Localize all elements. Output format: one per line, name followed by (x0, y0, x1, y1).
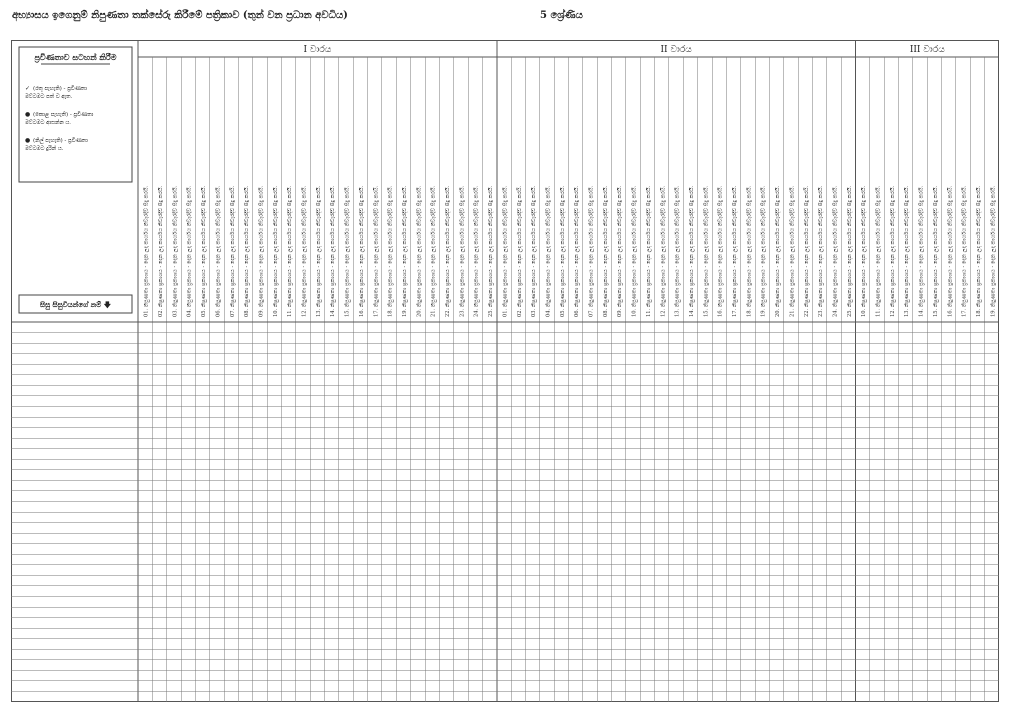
competency-statement: 17. නිපුණතා ප්‍රකාශය - දෙන ලද කාර්යය නිවැරදිව සිදු කරයි. (373, 185, 380, 317)
competency-statement: 18. නිපුණතා ප්‍රකාශය - දෙන ලද කාර්යය නිවැරදිව සිදු කරයි. (975, 185, 982, 317)
competency-statement: 08. නිපුණතා ප්‍රකාශය - දෙන ලද කාර්යය නිවැරදිව සිදු කරයි. (602, 185, 609, 317)
competency-statement: 07. නිපුණතා ප්‍රකාශය - දෙන ලද කාර්යය නිවැරදිව සිදු කරයි. (588, 185, 595, 317)
competency-statement: 14. නිපුණතා ප්‍රකාශය - දෙන ලද කාර්යය නිවැරදිව සිදු කරයි. (688, 185, 695, 317)
competency-statement: 23. නිපුණතා ප්‍රකාශය - දෙන ලද කාර්යය නිවැරදිව සිදු කරයි. (818, 185, 825, 317)
competency-statement: 05. නිපුණතා ප්‍රකාශය - දෙන ලද කාර්යය නිවැරදිව සිදු කරයි. (201, 185, 208, 317)
competency-statement: 10. නිපුණතා ප්‍රකාශය - දෙන ලද කාර්යය නිවැරදිව සිදු කරයි. (631, 185, 638, 317)
sheet-border (12, 41, 999, 702)
competency-statement: 16. නිපුණතා ප්‍රකාශය - දෙන ලද කාර්යය නිවැරදිව සිදු කරයි. (358, 185, 365, 317)
competency-statement: 15. නිපුණතා ප්‍රකාශය - දෙන ලද කාර්යය නිවැරදිව සිදු කරයි. (703, 185, 710, 317)
competency-statement: 12. නිපුණතා ප්‍රකාශය - දෙන ලද කාර්යය නිවැරදිව සිදු කරයි. (301, 185, 308, 317)
competency-statement: 23. නිපුණතා ප්‍රකාශය - දෙන ලද කාර්යය නිවැරදිව සිදු කරයි. (459, 185, 466, 317)
competency-statement: 13. නිපුණතා ප්‍රකාශය - දෙන ලද කාර්යය නිවැරදිව සිදු කරයි. (674, 185, 681, 317)
competency-statement: 20. නිපුණතා ප්‍රකාශය - දෙන ලද කාර්යය නිවැරදිව සිදු කරයි. (416, 185, 423, 317)
competency-statement: 22. නිපුණතා ප්‍රකාශය - දෙන ලද කාර්යය නිවැරදිව සිදු කරයි. (803, 185, 810, 317)
competency-statement: 06. නිපුණතා ප්‍රකාශය - දෙන ලද කාර්යය නිවැරදිව සිදු කරයි. (574, 185, 581, 317)
competency-statement: 19. නිපුණතා ප්‍රකාශය - දෙන ලද කාර්යය නිවැරදිව සිදු කරයි. (760, 185, 767, 317)
competency-statement: 11. නිපුණතා ප්‍රකාශය - දෙන ලද කාර්යය නිවැරදිව සිදු කරයි. (875, 185, 882, 317)
competency-statement: 02. නිපුණතා ප්‍රකාශය - දෙන ලද කාර්යය නිවැරදිව සිදු කරයි. (158, 185, 165, 317)
competency-statement: 09. නිපුණතා ප්‍රකාශය - දෙන ලද කාර්යය නිවැරදිව සිදු කරයි. (258, 185, 265, 317)
sheet-title: අභ්‍යාසය ඉගෙනුම් නිපුණතා තක්සේරු කිරීමේ පත්‍රිකාව (තුන් වන ප්‍රධාන අවධිය) (12, 10, 348, 21)
competency-statement: 18. නිපුණතා ප්‍රකාශය - දෙන ලද කාර්යය නිවැරදිව සිදු කරයි. (746, 185, 753, 317)
competency-statement: 10. නිපුණතා ප්‍රකාශය - දෙන ලද කාර්යය නිවැරදිව සිදු කරයි. (861, 185, 868, 317)
competency-statement: 04. නිපුණතා ප්‍රකාශය - දෙන ලද කාර්යය නිවැරදිව සිදු කරයි. (186, 185, 193, 317)
legend-item-text: (කොළ පැහැති) - ප්‍රවීණතා මට්ටමට ආසන්න ය. (25, 112, 94, 126)
competency-statement: 19. නිපුණතා ප්‍රකාශය - දෙන ලද කාර්යය නිවැරදිව සිදු කරයි. (401, 185, 408, 317)
assessment-grid (11, 40, 999, 702)
legend-symbol: ● (25, 137, 31, 144)
competency-statement: 20. නිපුණතා ප්‍රකාශය - දෙන ලද කාර්යය නිවැරදිව සිදු කරයි. (775, 185, 782, 317)
competency-statement: 02. නිපුණතා ප්‍රකාශය - දෙන ලද කාර්යය නිවැරදිව සිදු කරයි. (516, 185, 523, 317)
competency-statement: 10. නිපුණතා ප්‍රකාශය - දෙන ලද කාර්යය නිවැරදිව සිදු කරයි. (272, 185, 279, 317)
grade-label: 5 ශ්‍රේණිය (540, 10, 583, 21)
competency-statement: 14. නිපුණතා ප්‍රකාශය - දෙන ලද කාර්යය නිවැරදිව සිදු කරයි. (330, 185, 337, 317)
competency-statement: 19. නිපුණතා ප්‍රකාශය - දෙන ලද කාර්යය නිවැරදිව සිදු කරයි. (990, 185, 997, 317)
competency-statement: 11. නිපුණතා ප්‍රකාශය - දෙන ලද කාර්යය නිවැරදිව සිදු කරයි. (287, 185, 294, 317)
competency-statement: 13. නිපුණතා ප්‍රකාශය - දෙන ලද කාර්යය නිවැරදිව සිදු කරයි. (315, 185, 322, 317)
competency-statement: 03. නිපුණතා ප්‍රකාශය - දෙන ලද කාර්යය නිවැරදිව සිදු කරයි. (531, 185, 538, 317)
competency-statement: 21. නිපුණතා ප්‍රකාශය - දෙන ලද කාර්යය නිවැරදිව සිදු කරයි. (789, 185, 796, 317)
competency-statement: 17. නිපුණතා ප්‍රකාශය - දෙන ලද කාර්යය නිවැරදිව සිදු කරයි. (732, 185, 739, 317)
competency-statement: 04. නිපුණතා ප්‍රකාශය - දෙන ලද කාර්යය නිවැරදිව සිදු කරයි. (545, 185, 552, 317)
competency-statement: 24. නිපුණතා ප්‍රකාශය - දෙන ලද කාර්යය නිවැරදිව සිදු කරයි. (473, 185, 480, 317)
legend-item-text: (නිල් පැහැති) - ප්‍රවීණතා මට්ටමට දුරින් ය. (25, 138, 88, 152)
legend-symbol: ● (25, 111, 31, 118)
competency-statement: 05. නිපුණතා ප්‍රකාශය - දෙන ලද කාර්යය නිවැරදිව සිදු කරයි. (559, 185, 566, 317)
competency-statement: 09. නිපුණතා ප්‍රකාශය - දෙන ලද කාර්යය නිවැරදිව සිදු කරයි. (617, 185, 624, 317)
competency-statement: 15. නිපුණතා ප්‍රකාශය - දෙන ලද කාර්යය නිවැරදිව සිදු කරයි. (932, 185, 939, 317)
competency-statement: 07. නිපුණතා ප්‍රකාශය - දෙන ලද කාර්යය නිවැරදිව සිදු කරයි. (229, 185, 236, 317)
competency-statement: 06. නිපුණතා ප්‍රකාශය - දෙන ලද කාර්යය නිවැරදිව සිදු කරයි. (215, 185, 222, 317)
competency-statement: 22. නිපුණතා ප්‍රකාශය - දෙන ලද කාර්යය නිවැරදිව සිදු කරයි. (445, 185, 452, 317)
term-label: II වාරය (660, 45, 692, 55)
competency-statement: 25. නිපුණතා ප්‍රකාශය - දෙන ලද කාර්යය නිවැරදිව සිදු කරයි. (488, 185, 495, 317)
competency-statement: 21. නිපුණතා ප්‍රකාශය - දෙන ලද කාර්යය නිවැරදිව සිදු කරයි. (430, 185, 437, 317)
term-label: III වාරය (909, 45, 945, 55)
legend-item-text: (රතු පැහැති) - ප්‍රවීණතා මට්ටමට පත් ව ඇත. (25, 86, 87, 100)
competency-statement: 18. නිපුණතා ප්‍රකාශය - දෙන ලද කාර්යය නිවැරදිව සිදු කරයි. (387, 185, 394, 317)
competency-statement: 13. නිපුණතා ප්‍රකාශය - දෙන ලද කාර්යය නිවැරදිව සිදු කරයි. (904, 185, 911, 317)
competency-statement: 12. නිපුණතා ප්‍රකාශය - දෙන ලද කාර්යය නිවැරදිව සිදු කරයි. (660, 185, 667, 317)
term-label: I වාරය (303, 45, 332, 55)
legend-title: ප්‍රවීණතාව සටහන් කිරීම (34, 53, 117, 62)
competency-statement: 03. නිපුණතා ප්‍රකාශය - දෙන ලද කාර්යය නිවැරදිව සිදු කරයි. (172, 185, 179, 317)
competency-statement: 17. නිපුණතා ප්‍රකාශය - දෙන ලද කාර්යය නිවැරදිව සිදු කරයි. (961, 185, 968, 317)
competency-statement: 08. නිපුණතා ප්‍රකාශය - දෙන ලද කාර්යය නිවැරදිව සිදු කරයි. (244, 185, 251, 317)
legend-symbol: ✓ (25, 85, 31, 92)
competency-statement: 14. නිපුණතා ප්‍රකාශය - දෙන ලද කාර්යය නිවැරදිව සිදු කරයි. (918, 185, 925, 317)
competency-statement: 16. නිපුණතා ප්‍රකාශය - දෙන ලද කාර්යය නිවැරදිව සිදු කරයි. (947, 185, 954, 317)
student-names-header: සිසු සිසුවියන්ගේ නම් 🡇 (40, 301, 111, 309)
competency-statement: 01. නිපුණතා ප්‍රකාශය - දෙන ලද කාර්යය නිවැරදිව සිදු කරයි. (502, 185, 509, 317)
competency-statement: 01. නිපුණතා ප්‍රකාශය - දෙන ලද කාර්යය නිවැරදිව සිදු කරයි. (143, 185, 150, 317)
competency-statement: 15. නිපුණතා ප්‍රකාශය - දෙන ලද කාර්යය නිවැරදිව සිදු කරයි. (344, 185, 351, 317)
competency-statement: 16. නිපුණතා ප්‍රකාශය - දෙන ලද කාර්යය නිවැරදිව සිදු කරයි. (717, 185, 724, 317)
competency-statement: 25. නිපුණතා ප්‍රකාශය - දෙන ලද කාර්යය නිවැරදිව සිදු කරයි. (846, 185, 853, 317)
competency-statement: 24. නිපුණතා ප්‍රකාශය - දෙන ලද කාර්යය නිවැරදිව සිදු කරයි. (832, 185, 839, 317)
competency-statement: 11. නිපුණතා ප්‍රකාශය - දෙන ලද කාර්යය නිවැරදිව සිදු කරයි. (645, 185, 652, 317)
competency-statement: 12. නිපුණතා ප්‍රකාශය - දෙන ලද කාර්යය නිවැරදිව සිදු කරයි. (889, 185, 896, 317)
